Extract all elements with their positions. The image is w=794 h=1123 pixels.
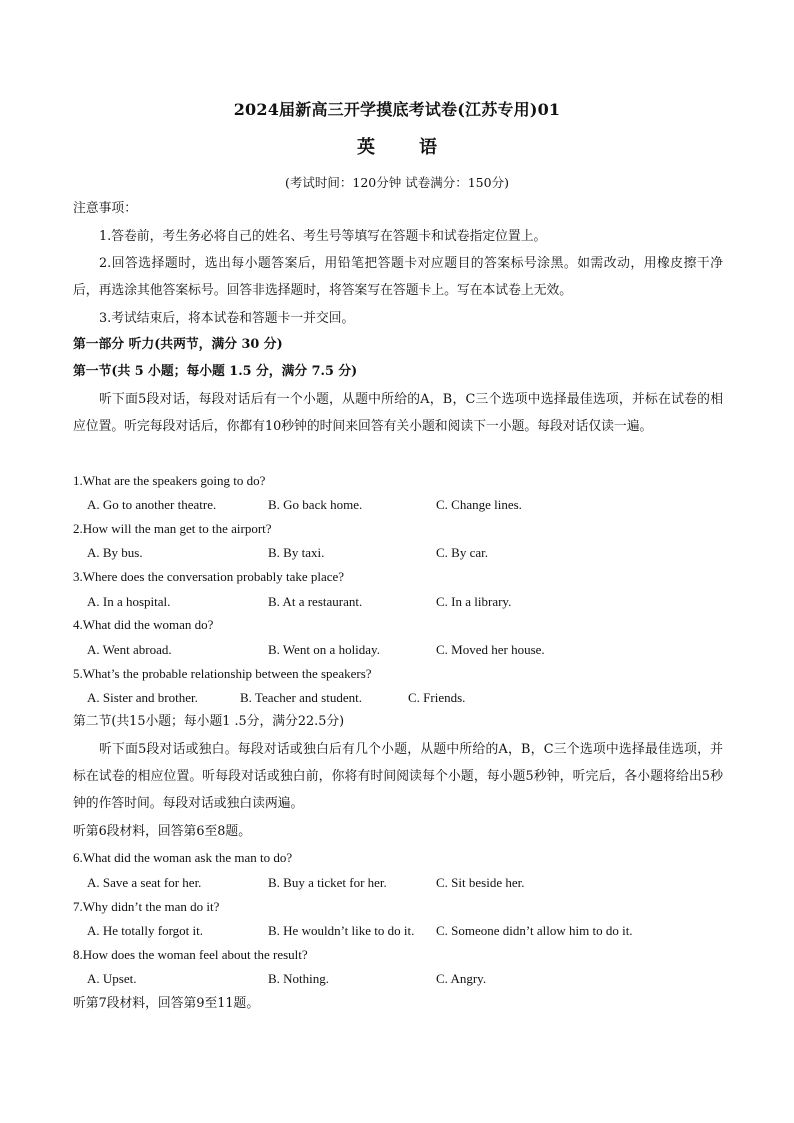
question-5: 5.What’s the probable relationship between the speakers? [73,666,372,681]
q7-option-c: C. Someone didn’t allow him to do it. [436,923,633,938]
subject-title [0,133,794,159]
q4-option-b: B. Went on a holiday. [268,642,380,657]
section2-instruction: 听下面5段对话或独白。每段对话或独白后有几个小题，从题中所给的A，B，C三个选项中选择最佳选项，并标在试卷的相应位置。听每段对话或独白前，你将有时间阅读每个小题，每小题5秒钟，听完后，各小题将给出5秒钟的作答时间。每段对话或独白读两遍。 [73,742,723,811]
part1-heading: 第一部分 听力(共两节，满分 30 分) [73,337,283,352]
q4-option-c: C. Moved her house. [436,642,545,657]
q3-option-b: B. At a restaurant. [268,594,363,609]
subject-char-1: 英 [357,137,375,158]
section2-heading: 第二节(共15小题；每小题1 .5分，满分22.5分) [73,714,345,729]
question-7: 7.Why didn’t the man do it? [73,899,220,914]
notice-item-1: 1.答卷前，考生务必将自己的姓名、考生号等填写在答题卡和试卷指定位置上。 [99,229,547,244]
q5-option-c: C. Friends. [408,690,466,705]
q2-option-c: C. By car. [436,545,488,560]
q8-option-c: C. Angry. [436,971,487,986]
question-8: 8.How does the woman feel about the result? [73,947,308,962]
notice-heading: 注意事项： [73,201,137,216]
question-6: 6.What did the woman ask the man to do? [73,850,293,865]
q1-option-c: C. Change lines. [436,497,522,512]
question-1: 1.What are the speakers going to do? [73,473,266,488]
q5-option-b: B. Teacher and student. [240,690,362,705]
material-6-heading: 听第6段材料，回答第6至8题。 [73,824,251,839]
q5-option-a: A. Sister and brother. [87,690,198,705]
question-2: 2.How will the man get to the airport? [73,521,272,536]
q6-option-a: A. Save a seat for her. [87,875,202,890]
q3-option-c: C. In a library. [436,594,512,609]
material-7-heading: 听第7段材料，回答第9至11题。 [73,996,260,1011]
q6-option-c: C. Sit beside her. [436,875,525,890]
question-3: 3.Where does the conversation probably take place? [73,569,345,584]
q2-option-a: A. By bus. [87,545,143,560]
q4-option-a: A. Went abroad. [87,642,172,657]
section1-instruction: 听下面5段对话，每段对话后有一个小题，从题中所给的A，B，C三个选项中选择最佳选项，并标在试卷的相应位置。听完每段对话后，你都有10秒钟的时间来回答有关小题和阅读下一小题。每段对话仅读一遍。 [73,392,723,434]
q8-option-a: A. Upset. [87,971,137,986]
q8-option-b: B. Nothing. [268,971,330,986]
question-4: 4.What did the woman do? [73,617,214,632]
q3-option-a: A. In a hospital. [87,594,171,609]
subject-char-2: 语 [419,137,437,158]
section1-heading: 第一节(共 5 小题；每小题 1.5 分，满分 7.5 分) [73,364,358,379]
q6-option-b: B. Buy a ticket for her. [268,875,387,890]
exam-time-info: (考试时间：120分钟 试卷满分：150分) [285,175,509,190]
q1-option-a: A. Go to another theatre. [87,497,217,512]
q1-option-b: B. Go back home. [268,497,363,512]
q7-option-a: A. He totally forgot it. [87,923,204,938]
page-title: 2024届新高三开学摸底考试卷(江苏专用)01 [233,100,561,119]
notice-item-3: 3.考试结束后，将本试卷和答题卡一并交回。 [99,311,355,326]
notice-item-2: 2.回答选择题时，选出每小题答案后，用铅笔把答题卡对应题目的答案标号涂黑。如需改动，用橡皮擦干净后，再选涂其他答案标号。回答非选择题时，将答案写在答题卡上。写在本试卷上无效。 [73,256,723,298]
q2-option-b: B. By taxi. [268,545,325,560]
q7-option-b: B. He wouldn’t like to do it. [268,923,415,938]
